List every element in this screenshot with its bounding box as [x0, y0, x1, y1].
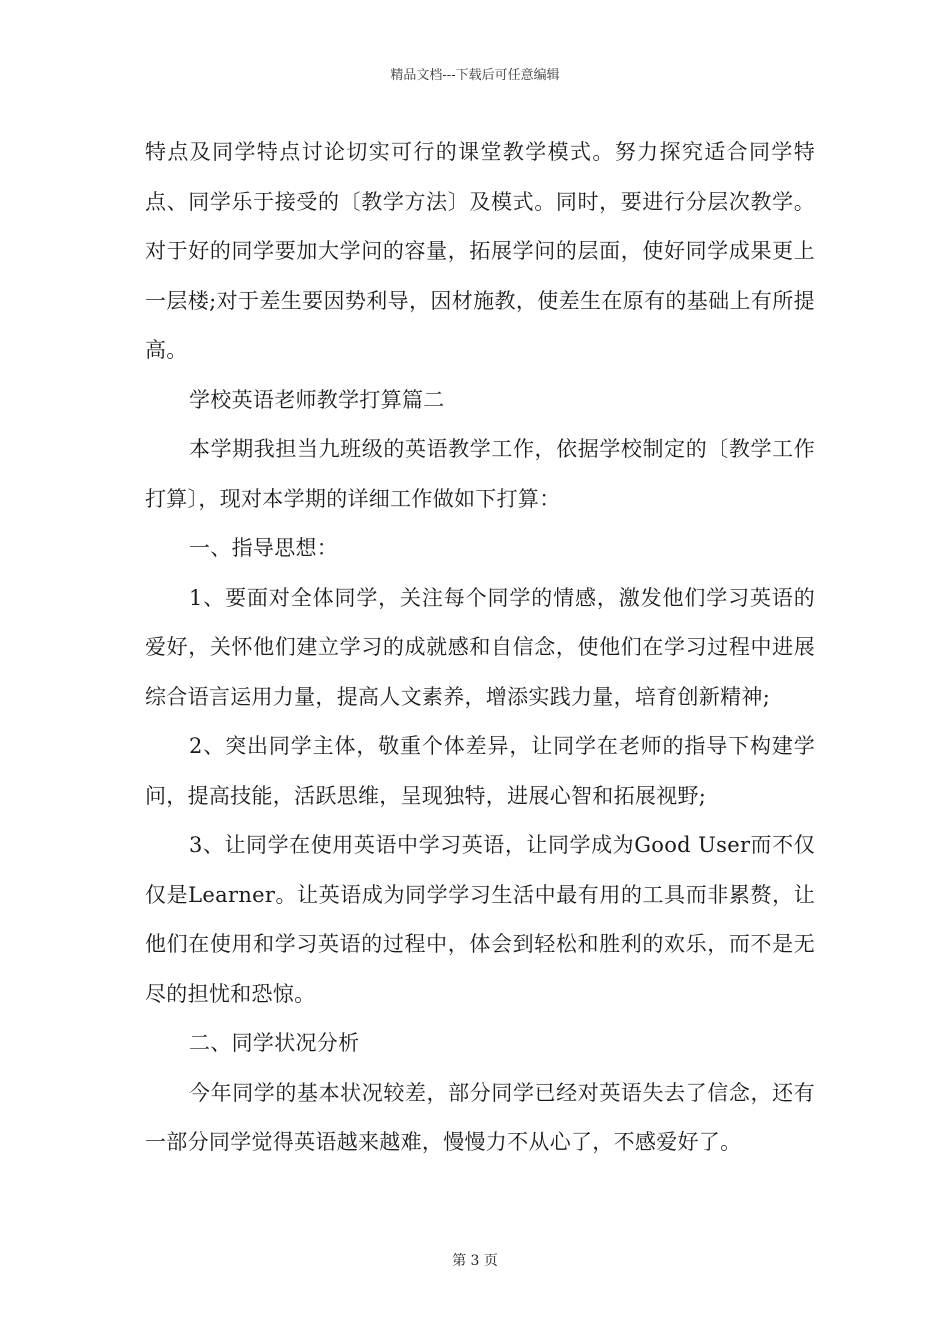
paragraph-intro: 本学期我担当九班级的英语教学工作，依据学校制定的〔教学工作打算〕，现对本学期的详细工作做如下打算： — [145, 437, 815, 511]
page-header: 精品文档---下载后可任意编辑 — [390, 68, 560, 83]
heading-student-analysis: 二、同学状况分析 — [189, 1031, 360, 1055]
list-item-2: 2、突出同学主体，敬重个体差异，让同学在老师的指导下构建学问，提高技能，活跃思维，呈现独特，进展心智和拓展视野; — [145, 734, 815, 808]
heading-guiding-thought: 一、指导思想： — [189, 536, 339, 560]
page-number: 第 3 页 — [452, 1253, 498, 1269]
list-item-3: 3、让同学在使用英语中学习英语，让同学成为Good User而不仅仅是Learner。让英语成为同学学习生活中最有用的工具而非累赘，让他们在使用和学习英语的过程中，体会到轻松和胜利的欢乐，而不是无尽的担忧和恐惊。 — [145, 833, 815, 1006]
list-item-1: 1、要面对全体同学，关注每个同学的情感，激发他们学习英语的爱好，关怀他们建立学习的成就感和自信念，使他们在学习过程中进展综合语言运用力量，提高人文素养，增添实践力量，培育创新精神; — [145, 585, 815, 709]
paragraph-student-status: 今年同学的基本状况较差，部分同学已经对英语失去了信念，还有一部分同学觉得英语越来越难，慢慢力不从心了，不感爱好了。 — [145, 1080, 815, 1154]
document-body — [145, 128, 815, 1168]
paragraph-continuation: 特点及同学特点讨论切实可行的课堂教学模式。努力探究适合同学特点、同学乐于接受的〔教学方法〕及模式。同时，要进行分层次教学。对于好的同学要加大学问的容量，拓展学问的层面，使好同学成果更上一层楼;对于差生要因势利导，因材施教，使差生在原有的基础上有所提高。 — [145, 140, 815, 362]
section-title: 学校英语老师教学打算篇二 — [189, 387, 445, 412]
